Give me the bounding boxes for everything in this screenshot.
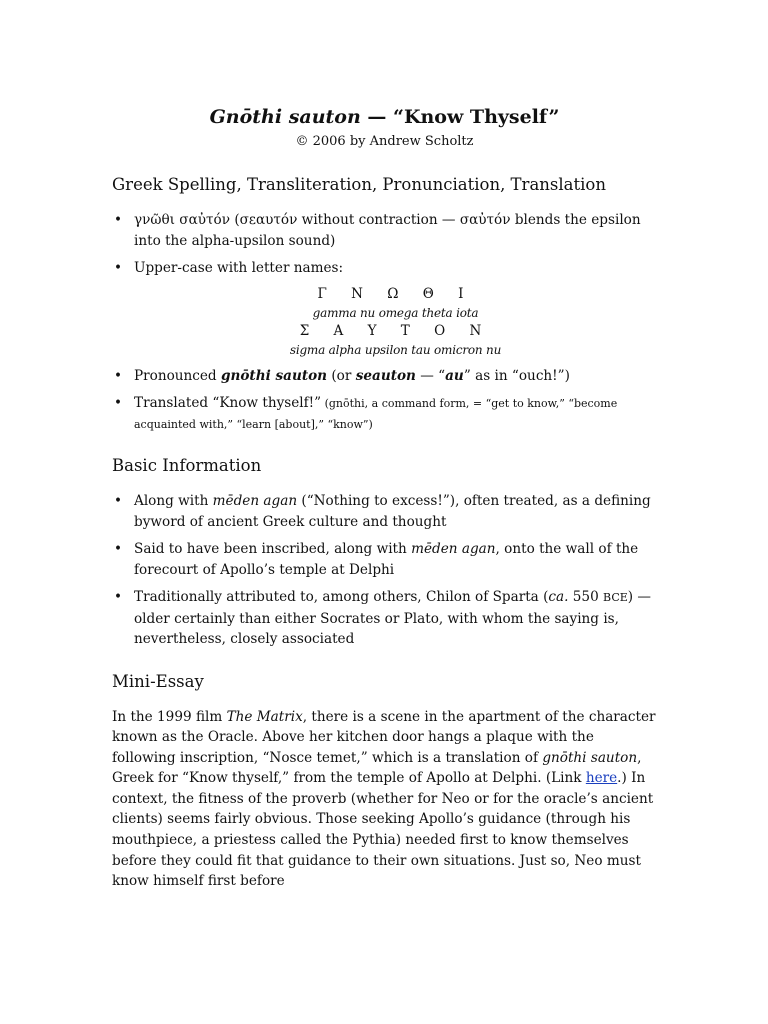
byline: © 2006 by Andrew Scholtz xyxy=(295,134,474,149)
letter-names-sauton: sigma alpha upsilon tau omicron nu xyxy=(289,342,502,357)
greek-spelling-list xyxy=(112,210,657,434)
title-english: — “Know Thyself” xyxy=(360,106,560,128)
list-item: • Traditionally attributed to, among others, Chilon of Sparta (ca. 550 BCE) — older certainly than either Socrates or Plato, with whom the saying is, nevertheless, closely associated xyxy=(112,587,657,650)
letters-row-gnothi: Γ Ν Ω Θ Ι xyxy=(317,285,474,302)
list-item: • Said to have been inscribed, along with mēden agan, onto the wall of the forecourt of Apollo’s temple at Delphi xyxy=(112,539,657,580)
section-heading-mini-essay: Mini-Essay xyxy=(112,671,204,691)
section-heading-basic-information: Basic Information xyxy=(112,456,262,475)
letter-names-gnothi: gamma nu omega theta iota xyxy=(312,305,479,320)
title-greek: Gnōthi sauton xyxy=(209,106,361,128)
basic-information-list xyxy=(112,491,657,650)
list-item: • Upper-case with letter names: Γ Ν Ω Θ Ι gamma nu omega theta iota Σ Α Υ Τ Ο Ν sigma alpha upsilon tau omicron nu xyxy=(112,258,657,359)
section-heading-greek-spelling: Greek Spelling, Transliteration, Pronunciation, Translation xyxy=(112,175,606,194)
list-item: • γνῶθι σαὐτόν (σεαυτόν without contraction — σαὐτόν blends the epsilon into the alpha-upsilon sound) xyxy=(112,210,657,251)
letters-row-sauton: Σ Α Υ Τ Ο Ν xyxy=(299,322,492,339)
list-item: • Pronounced gnōthi sauton (or seauton — “au” as in “ouch!”) xyxy=(112,366,657,387)
list-item: • Translated “Know thyself!” (gnōthi, a command form, = “get to know,” “become acquainted with,” “learn [about],” “know”) xyxy=(112,393,657,434)
essay-paragraph: In the 1999 film The Matrix, there is a scene in the apartment of the character known as the Oracle. Above her kitchen door hangs a plaque with the following inscription, “Nosce temet,” which is a translation of gnōthi sauton, Greek for “Know thyself,” from the temple of Apollo at Delphi. (Link here.) In context, the fitness of the proverb (whether for Neo or for the oracle’s ancient clients) seems fairly obvious. Those seeking Apollo’s guidance (through his mouthpiece, a priestess called the Pythia) needed first to know themselves before they could fit that guidance to their own situations. Just so, Neo must know himself first before xyxy=(112,708,656,890)
list-item: • Along with mēden agan (“Nothing to excess!”), often treated, as a defining byword of ancient Greek culture and thought xyxy=(112,491,657,532)
document-page xyxy=(112,100,657,892)
page-title xyxy=(112,106,657,128)
uppercase-letters xyxy=(134,285,657,359)
here-link[interactable]: here xyxy=(585,770,618,787)
